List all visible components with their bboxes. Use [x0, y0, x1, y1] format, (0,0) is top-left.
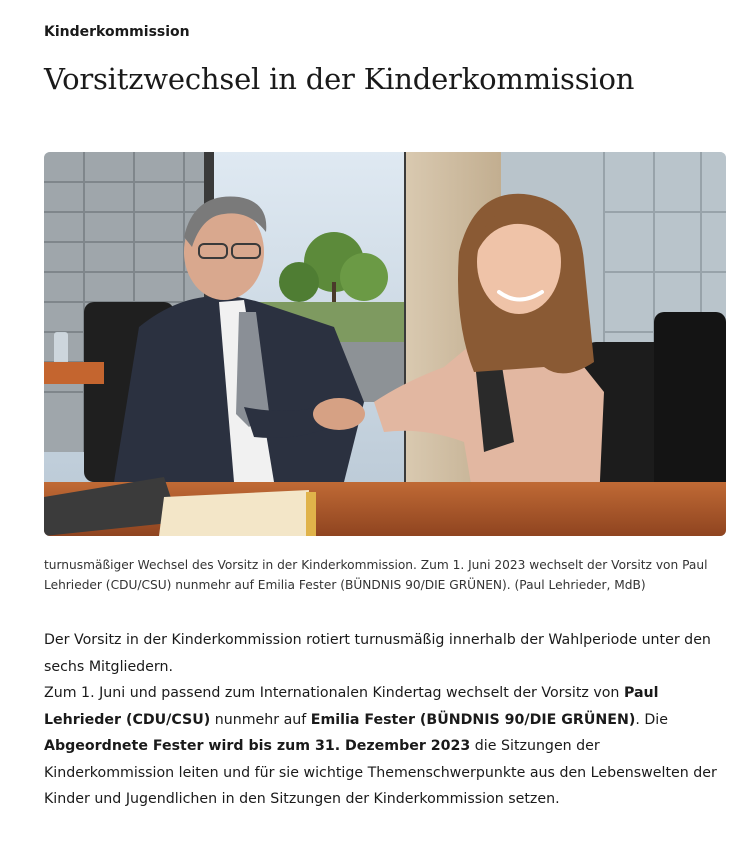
category-label[interactable]: Kinderkommission: [44, 24, 190, 40]
name-paul-lehrieder: Paul Lehrieder (CDU/CSU): [44, 685, 659, 728]
body-paragraph-1: Der Vorsitz in der Kinderkommission rotiert turnusmäßig innerhalb der Wahlperiode unter den sechs Mitgliedern.: [44, 632, 711, 675]
article-photo: [44, 152, 726, 536]
photo-handshake-illustration: [44, 152, 726, 536]
page-title: Vorsitzwechsel in der Kinderkommission: [44, 62, 635, 96]
photo-caption: turnusmäßiger Wechsel des Vorsitz in der Kinderkommission. Zum 1. Juni 2023 wechselt der Vorsitz von Paul Lehrieder (CDU/CSU) nunmehr auf Emilia Fester (BÜNDNIS 90/DIE GRÜNEN). (Paul Lehrieder, MdB): [44, 558, 708, 592]
term-end-date: Abgeordnete Fester wird bis zum 31. Dezember 2023: [44, 738, 471, 754]
body-text-segment: Zum 1. Juni und passend zum Internationalen Kindertag wechselt der Vorsitz von: [44, 685, 624, 701]
name-emilia-fester: Emilia Fester (BÜNDNIS 90/DIE GRÜNEN): [310, 711, 636, 728]
body-paragraph-2: [44, 680, 724, 813]
body-text-segment: . Die: [635, 711, 668, 728]
body-text-segment: die Sitzungen der Kinderkommission leiten und für sie wichtige Themenschwerpunkte aus den Lebenswelten der Kinder und Jugendlichen in den Sitzungen der Kinderkommission setzen.: [44, 738, 717, 807]
article-body: [44, 627, 724, 813]
body-text-segment: nunmehr auf: [210, 711, 311, 728]
